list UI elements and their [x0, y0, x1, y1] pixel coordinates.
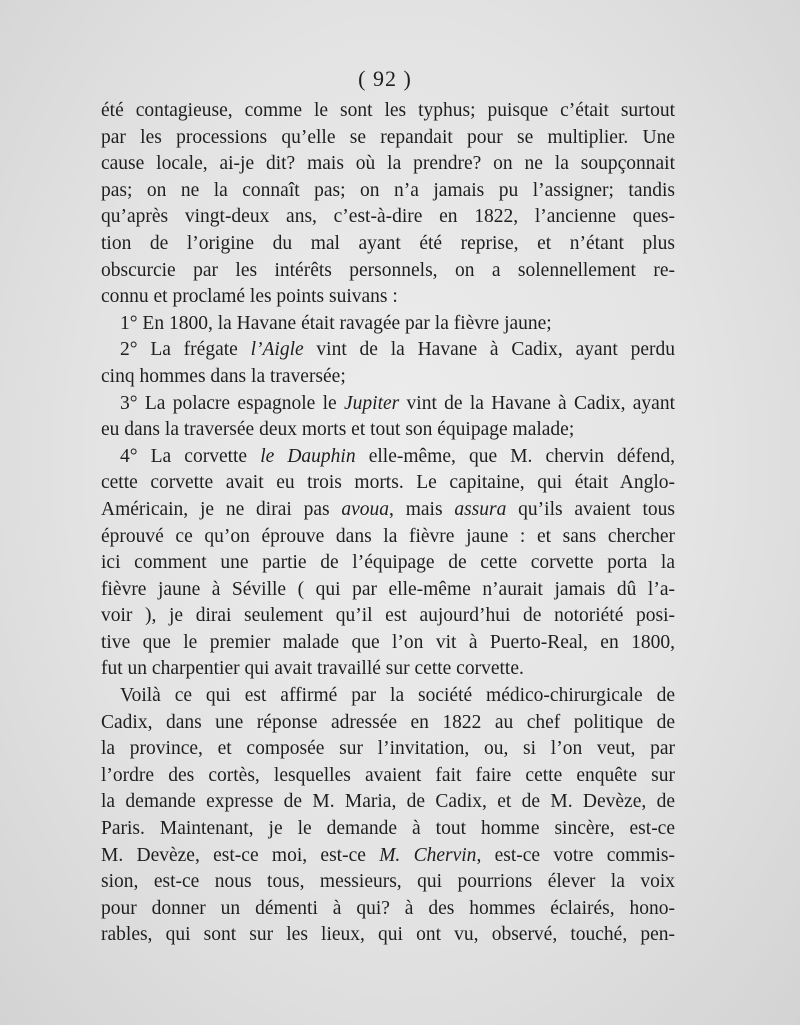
italic-phrase: assura	[454, 498, 507, 520]
text-line: 3° La polacre espagnole le Jupiter vint de la Havane à Cadix, ayant	[120, 392, 675, 414]
text-line: cinq hommes dans la traversée;	[101, 365, 346, 387]
text-line: fièvre jaune à Séville ( qui par elle-même n’aurait jamais dû l’a-	[101, 578, 675, 600]
text-line: fut un charpentier qui avait travaillé sur cette corvette.	[101, 658, 524, 680]
text-line: cause locale, ai-je dit? mais où la prendre? on ne la soupçonnait	[101, 153, 675, 175]
text-line: eu dans la traversée deux morts et tout son équipage malade;	[101, 419, 575, 441]
text-line: Voilà ce qui est affirmé par la société médico-chirurgicale de	[120, 685, 675, 707]
body-text	[101, 98, 675, 949]
page-number: ( 92 )	[358, 66, 412, 91]
text-line: éprouvé ce qu’on éprouve dans la fièvre jaune : et sans chercher	[101, 525, 675, 547]
italic-phrase: le Dauphin	[260, 445, 356, 467]
text-line: rables, qui sont sur les lieux, qui ont vu, observé, touché, pen-	[101, 924, 675, 946]
text-line: la province, et composée sur l’invitation, ou, si l’on veut, par	[101, 738, 675, 760]
text-line: 1° En 1800, la Havane était ravagée par la fièvre jaune;	[120, 312, 552, 334]
text-line: tion de l’origine du mal ayant été reprise, et n’étant plus	[101, 232, 675, 254]
text-line: 4° La corvette le Dauphin elle-même, que M. chervin défend,	[120, 445, 675, 467]
text-line: 2° La frégate l’Aigle vint de la Havane à Cadix, ayant perdu	[120, 339, 675, 361]
text-line: l’ordre des cortès, lesquelles avaient fait faire cette enquête sur	[101, 764, 675, 786]
text-line: qu’après vingt-deux ans, c’est-à-dire en 1822, l’ancienne ques-	[101, 206, 675, 228]
text-line: pas; on ne la connaît pas; on n’a jamais pu l’assigner; tandis	[101, 179, 675, 201]
text-line: été contagieuse, comme le sont les typhus; puisque c’était surtout	[101, 100, 675, 121]
text-line: sion, est-ce nous tous, messieurs, qui pourrions élever la voix	[101, 871, 675, 893]
text-line: cette corvette avait eu trois morts. Le capitaine, qui était Anglo-	[101, 472, 675, 494]
text-line: Américain, je ne dirai pas avoua, mais assura qu’ils avaient tous	[101, 498, 675, 520]
italic-phrase: l’Aigle	[250, 339, 304, 361]
text-line: tive que le premier malade que l’on vit à Puerto-Real, en 1800,	[101, 631, 675, 653]
text-line: connu et proclamé les points suivans :	[101, 286, 398, 308]
text-line: ici comment une partie de l’équipage de cette corvette porta la	[101, 552, 675, 574]
text-line: obscurcie par les intérêts personnels, on a solennellement re-	[101, 259, 675, 281]
text-line: Cadix, dans une réponse adressée en 1822 au chef politique de	[101, 711, 675, 733]
text-line: pour donner un démenti à qui? à des hommes éclairés, hono-	[101, 897, 675, 919]
text-line: par les processions qu’elle se repandait pour se multiplier. Une	[101, 126, 675, 148]
text-line: M. Devèze, est-ce moi, est-ce M. Chervin, est-ce votre commis-	[101, 844, 675, 866]
text-line: la demande expresse de M. Maria, de Cadix, et de M. Devèze, de	[101, 791, 675, 813]
italic-phrase: avoua	[341, 498, 390, 520]
italic-phrase: Jupiter	[344, 392, 400, 414]
text-line: Paris. Maintenant, je le demande à tout homme sincère, est-ce	[101, 818, 675, 840]
italic-phrase: M. Chervin	[379, 844, 477, 866]
text-line: voir ), je dirai seulement qu’il est aujourd’hui de notoriété posi-	[101, 605, 675, 627]
